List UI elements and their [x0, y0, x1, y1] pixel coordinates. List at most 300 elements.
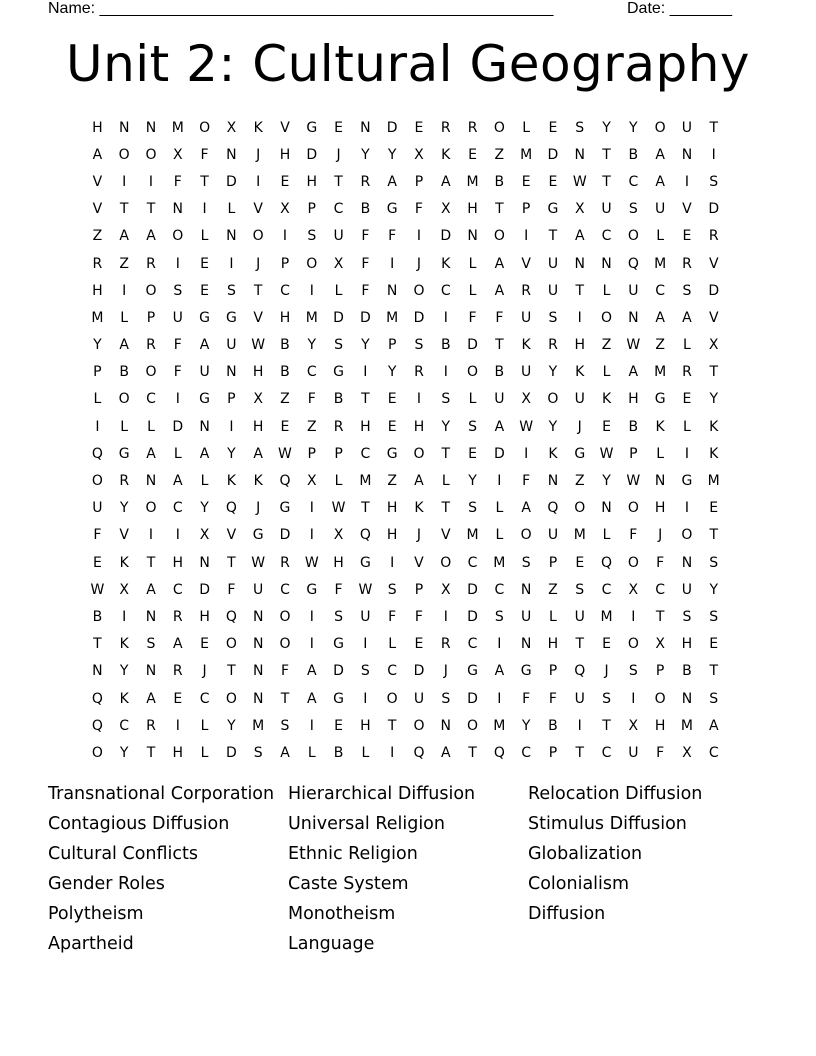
- grid-letter: S: [628, 201, 638, 218]
- grid-letter: X: [521, 391, 531, 408]
- grid-letter: F: [173, 173, 182, 190]
- grid-letter: B: [494, 364, 505, 381]
- grid-letter: O: [145, 282, 157, 299]
- grid-letter: F: [656, 554, 665, 571]
- grid-letter: U: [628, 282, 639, 299]
- grid-letter: M: [359, 473, 372, 490]
- grid-letter: I: [524, 228, 529, 245]
- grid-letter: A: [199, 445, 210, 462]
- grid-letter: U: [413, 690, 425, 707]
- grid-letter: S: [682, 608, 692, 625]
- grid-letter: O: [386, 690, 398, 707]
- grid-letter: O: [627, 228, 639, 245]
- grid-letter: T: [468, 744, 477, 761]
- grid-letter: O: [627, 500, 639, 517]
- grid-letter: D: [333, 309, 344, 326]
- grid-letter: D: [440, 228, 452, 245]
- grid-letter: U: [172, 309, 183, 326]
- grid-letter: O: [172, 228, 184, 245]
- grid-letter: T: [709, 527, 718, 544]
- grid-letter: C: [601, 581, 612, 598]
- grid-letter: T: [602, 173, 611, 190]
- grid-letter: D: [708, 282, 720, 299]
- grid-letter: A: [146, 228, 156, 245]
- grid-letter: R: [682, 255, 692, 272]
- grid-letter: R: [467, 119, 478, 136]
- grid-letter: W: [519, 418, 534, 435]
- grid-row: [84, 739, 727, 766]
- grid-letter: Y: [387, 364, 397, 381]
- grid-letter: J: [256, 255, 261, 272]
- grid-letter: O: [467, 717, 479, 734]
- grid-letter: Y: [361, 337, 370, 354]
- grid-letter: L: [522, 119, 531, 136]
- grid-letter: O: [225, 636, 237, 653]
- grid-letter: N: [226, 146, 237, 163]
- date-field-label: Date: _______: [627, 0, 732, 17]
- grid-letter: C: [172, 581, 183, 598]
- grid-letter: H: [654, 500, 666, 517]
- grid-letter: G: [574, 445, 586, 462]
- grid-letter: I: [497, 690, 502, 707]
- grid-letter: H: [252, 418, 264, 435]
- grid-letter: D: [199, 581, 210, 598]
- grid-letter: P: [307, 445, 316, 462]
- grid-letter: O: [91, 744, 103, 761]
- grid-letter: K: [119, 690, 129, 707]
- grid-letter: B: [280, 337, 290, 354]
- grid-letter: Y: [119, 744, 129, 761]
- grid-letter: I: [524, 445, 529, 462]
- grid-letter: N: [547, 473, 559, 490]
- grid-letter: H: [386, 527, 398, 544]
- grid-letter: N: [681, 146, 693, 163]
- grid-letter: A: [574, 228, 585, 245]
- grid-letter: A: [173, 636, 183, 653]
- grid-row: [84, 495, 727, 522]
- grid-letter: A: [119, 228, 129, 245]
- grid-letter: C: [280, 581, 290, 598]
- grid-letter: N: [574, 146, 585, 163]
- grid-letter: G: [306, 119, 318, 136]
- grid-letter: F: [361, 255, 370, 272]
- grid-letter: N: [681, 554, 693, 571]
- grid-letter: X: [655, 636, 665, 653]
- grid-letter: C: [172, 500, 183, 517]
- grid-letter: L: [200, 473, 209, 490]
- grid-letter: E: [280, 418, 290, 435]
- grid-letter: X: [280, 201, 290, 218]
- grid-letter: I: [175, 255, 180, 272]
- grid-letter: I: [577, 309, 582, 326]
- grid-letter: N: [145, 119, 157, 136]
- grid-letter: E: [414, 636, 424, 653]
- grid-letter: U: [199, 364, 210, 381]
- grid-letter: E: [280, 173, 290, 190]
- grid-letter: X: [306, 473, 317, 490]
- grid-letter: S: [628, 663, 638, 680]
- grid-letter: C: [521, 744, 532, 761]
- grid-letter: V: [440, 527, 451, 544]
- word-list-item: Globalization: [528, 844, 643, 864]
- grid-letter: H: [628, 391, 639, 408]
- grid-letter: H: [279, 309, 291, 326]
- grid-letter: Y: [709, 581, 718, 598]
- grid-letter: R: [708, 228, 719, 245]
- grid-letter: P: [227, 391, 236, 408]
- grid-letter: C: [146, 391, 156, 408]
- grid-letter: U: [333, 228, 344, 245]
- grid-letter: M: [466, 173, 479, 190]
- grid-letter: N: [654, 473, 666, 490]
- grid-letter: O: [145, 364, 157, 381]
- grid-letter: X: [119, 581, 129, 598]
- grid-letter: R: [146, 337, 156, 354]
- grid-letter: F: [307, 391, 316, 408]
- grid-letter: S: [575, 119, 585, 136]
- grid-letter: N: [92, 663, 103, 680]
- grid-letter: Z: [548, 581, 558, 598]
- word-list-item: Contagious Diffusion: [48, 814, 230, 834]
- grid-letter: G: [547, 201, 559, 218]
- grid-letter: G: [118, 445, 130, 462]
- grid-row: [84, 223, 727, 250]
- word-list-item: Gender Roles: [48, 874, 165, 894]
- grid-letter: P: [548, 744, 558, 761]
- grid-letter: B: [280, 364, 290, 381]
- grid-letter: A: [521, 500, 531, 517]
- grid-letter: I: [577, 717, 582, 734]
- grid-letter: N: [199, 418, 210, 435]
- grid-letter: T: [146, 201, 156, 218]
- grid-letter: U: [253, 581, 264, 598]
- grid-letter: V: [521, 255, 531, 272]
- grid-letter: O: [547, 391, 559, 408]
- grid-letter: C: [494, 581, 505, 598]
- grid-letter: E: [521, 173, 531, 190]
- grid-letter: N: [252, 663, 264, 680]
- grid-letter: Y: [521, 717, 531, 734]
- grid-letter: G: [386, 445, 398, 462]
- grid-letter: C: [360, 445, 371, 462]
- grid-letter: Q: [91, 690, 103, 707]
- grid-letter: W: [572, 173, 587, 190]
- grid-letter: C: [119, 717, 130, 734]
- grid-letter: Y: [548, 418, 558, 435]
- grid-letter: V: [414, 554, 424, 571]
- grid-letter: K: [119, 636, 129, 653]
- grid-letter: E: [602, 636, 611, 653]
- grid-letter: R: [119, 473, 130, 490]
- grid-letter: S: [521, 554, 531, 571]
- grid-letter: M: [252, 717, 265, 734]
- grid-letter: G: [681, 473, 693, 490]
- grid-letter: L: [200, 228, 209, 245]
- grid-letter: I: [309, 636, 314, 653]
- grid-letter: A: [199, 337, 210, 354]
- word-list-item: Stimulus Diffusion: [528, 814, 687, 834]
- grid-letter: L: [683, 418, 691, 435]
- grid-letter: H: [306, 173, 318, 190]
- grid-letter: S: [280, 717, 290, 734]
- grid-letter: B: [119, 364, 129, 381]
- grid-letter: F: [93, 527, 102, 544]
- grid-letter: L: [656, 228, 665, 245]
- grid-letter: U: [681, 119, 693, 136]
- word-list-item: Cultural Conflicts: [48, 844, 198, 864]
- grid-letter: D: [333, 663, 344, 680]
- grid-letter: C: [628, 173, 639, 190]
- grid-letter: E: [575, 554, 585, 571]
- grid-letter: K: [119, 554, 129, 571]
- grid-letter: X: [226, 119, 237, 136]
- grid-letter: A: [414, 473, 424, 490]
- grid-letter: F: [173, 337, 182, 354]
- grid-letter: N: [226, 228, 237, 245]
- grid-letter: S: [468, 418, 477, 435]
- grid-letter: M: [654, 364, 667, 381]
- grid-letter: X: [628, 717, 639, 734]
- grid-letter: I: [631, 608, 636, 625]
- grid-letter: H: [92, 282, 103, 299]
- grid-letter: S: [173, 282, 183, 299]
- grid-letter: O: [627, 554, 639, 571]
- grid-letter: T: [575, 744, 585, 761]
- grid-row: [84, 196, 727, 223]
- grid-letter: A: [494, 255, 505, 272]
- grid-letter: I: [363, 636, 368, 653]
- grid-letter: R: [440, 636, 451, 653]
- grid-letter: N: [118, 119, 130, 136]
- grid-letter: I: [390, 255, 395, 272]
- grid-letter: O: [493, 228, 505, 245]
- grid-letter: X: [414, 146, 424, 163]
- grid-letter: S: [253, 744, 263, 761]
- word-list-item: Relocation Diffusion: [528, 784, 703, 804]
- grid-letter: F: [361, 282, 370, 299]
- grid-letter: E: [548, 173, 558, 190]
- grid-letter: T: [655, 608, 665, 625]
- grid-letter: T: [709, 364, 718, 381]
- grid-letter: O: [279, 636, 291, 653]
- grid-letter: S: [226, 282, 236, 299]
- grid-letter: T: [146, 744, 156, 761]
- grid-letter: J: [256, 500, 261, 517]
- grid-letter: O: [199, 119, 211, 136]
- grid-letter: T: [709, 119, 718, 136]
- grid-letter: N: [520, 636, 532, 653]
- grid-letter: K: [441, 255, 451, 272]
- grid-letter: S: [682, 282, 692, 299]
- grid-letter: A: [280, 744, 290, 761]
- grid-letter: M: [493, 554, 506, 571]
- grid-letter: I: [229, 418, 234, 435]
- grid-letter: Q: [574, 663, 586, 680]
- grid-letter: R: [280, 554, 290, 571]
- grid-letter: O: [413, 282, 425, 299]
- grid-letter: H: [333, 554, 344, 571]
- grid-letter: I: [122, 173, 127, 190]
- grid-letter: G: [279, 500, 291, 517]
- grid-letter: D: [708, 201, 720, 218]
- grid-letter: N: [601, 255, 612, 272]
- grid-letter: M: [305, 309, 318, 326]
- grid-letter: Q: [91, 445, 103, 462]
- grid-letter: S: [709, 173, 719, 190]
- grid-letter: P: [414, 173, 424, 190]
- grid-letter: D: [225, 173, 237, 190]
- grid-letter: T: [495, 201, 504, 218]
- grid-letter: J: [577, 418, 582, 435]
- grid-letter: M: [654, 255, 667, 272]
- grid-letter: E: [92, 554, 102, 571]
- grid-row: [84, 250, 727, 277]
- grid-letter: V: [119, 527, 129, 544]
- grid-letter: A: [494, 282, 505, 299]
- grid-letter: R: [146, 717, 156, 734]
- grid-row: [84, 631, 727, 658]
- grid-letter: Q: [225, 500, 237, 517]
- grid-letter: Z: [306, 418, 317, 435]
- grid-letter: P: [334, 445, 343, 462]
- grid-letter: A: [655, 173, 665, 190]
- grid-letter: A: [306, 663, 317, 680]
- grid-letter: A: [253, 445, 263, 462]
- grid-letter: S: [709, 608, 719, 625]
- grid-letter: F: [629, 527, 638, 544]
- grid-letter: E: [200, 636, 210, 653]
- grid-letter: O: [118, 146, 130, 163]
- grid-letter: O: [279, 608, 291, 625]
- grid-letter: X: [628, 581, 639, 598]
- grid-letter: H: [654, 717, 666, 734]
- grid-letter: O: [118, 391, 130, 408]
- grid-letter: U: [521, 309, 532, 326]
- grid-letter: Q: [413, 744, 425, 761]
- grid-letter: A: [173, 473, 183, 490]
- grid-letter: K: [548, 445, 558, 462]
- grid-letter: I: [443, 309, 448, 326]
- grid-letter: R: [521, 282, 532, 299]
- grid-row: [84, 168, 727, 195]
- grid-letter: O: [601, 309, 613, 326]
- word-search-grid: [84, 114, 727, 767]
- grid-letter: I: [711, 146, 716, 163]
- grid-letter: W: [278, 445, 292, 462]
- grid-letter: C: [601, 228, 612, 245]
- grid-letter: C: [708, 744, 719, 761]
- grid-letter: Y: [361, 146, 370, 163]
- grid-letter: E: [548, 119, 558, 136]
- grid-letter: X: [440, 581, 451, 598]
- grid-letter: I: [309, 500, 314, 517]
- name-field-label: Name: ___________________________________________________: [48, 0, 554, 17]
- grid-letter: B: [333, 744, 344, 761]
- grid-letter: V: [92, 173, 103, 190]
- grid-letter: X: [574, 201, 585, 218]
- grid-letter: D: [359, 309, 371, 326]
- grid-letter: N: [681, 690, 693, 707]
- grid-letter: T: [253, 282, 263, 299]
- grid-letter: O: [252, 228, 264, 245]
- grid-letter: L: [441, 473, 450, 490]
- grid-letter: H: [252, 364, 264, 381]
- grid-row: [84, 467, 727, 494]
- grid-letter: I: [416, 228, 422, 245]
- grid-letter: T: [146, 554, 156, 571]
- grid-letter: P: [146, 309, 156, 326]
- grid-row: [84, 141, 727, 168]
- grid-letter: Y: [709, 391, 718, 408]
- grid-letter: I: [390, 744, 395, 761]
- grid-letter: Z: [92, 228, 103, 245]
- grid-letter: Y: [602, 473, 611, 490]
- grid-letter: X: [333, 527, 344, 544]
- grid-letter: U: [574, 608, 585, 625]
- grid-letter: P: [387, 337, 397, 354]
- grid-letter: N: [145, 473, 157, 490]
- grid-letter: Q: [627, 255, 639, 272]
- grid-letter: Y: [93, 337, 102, 354]
- grid-letter: R: [414, 364, 424, 381]
- grid-letter: G: [654, 391, 666, 408]
- grid-letter: F: [656, 744, 665, 761]
- grid-letter: I: [363, 364, 368, 381]
- grid-letter: I: [631, 690, 636, 707]
- word-list-item: Hierarchical Diffusion: [288, 784, 476, 804]
- grid-letter: J: [604, 663, 609, 680]
- grid-letter: C: [655, 282, 666, 299]
- grid-letter: N: [252, 608, 264, 625]
- grid-letter: F: [548, 690, 557, 707]
- grid-letter: C: [306, 364, 317, 381]
- grid-letter: N: [440, 717, 451, 734]
- grid-row: [84, 332, 727, 359]
- grid-letter: G: [333, 364, 344, 381]
- grid-letter: I: [309, 527, 314, 544]
- grid-letter: A: [146, 581, 156, 598]
- grid-letter: K: [709, 445, 719, 462]
- word-list-column-3: [528, 779, 702, 929]
- grid-letter: J: [416, 527, 422, 544]
- grid-letter: E: [414, 119, 424, 136]
- grid-letter: E: [387, 391, 397, 408]
- grid-letter: I: [497, 636, 502, 653]
- word-list-item: Monotheism: [288, 904, 396, 924]
- grid-letter: D: [493, 445, 505, 462]
- grid-letter: B: [333, 391, 344, 408]
- grid-letter: Z: [387, 473, 397, 490]
- grid-letter: L: [334, 282, 343, 299]
- grid-letter: G: [467, 663, 478, 680]
- grid-letter: H: [467, 201, 478, 218]
- grid-letter: O: [627, 636, 639, 653]
- grid-letter: M: [520, 146, 533, 163]
- grid-letter: C: [333, 201, 344, 218]
- grid-letter: G: [359, 554, 371, 571]
- grid-letter: U: [521, 608, 532, 625]
- grid-letter: V: [682, 201, 692, 218]
- grid-letter: S: [387, 581, 397, 598]
- grid-letter: L: [683, 337, 691, 354]
- grid-letter: D: [306, 146, 318, 163]
- grid-letter: S: [468, 500, 477, 517]
- grid-letter: I: [175, 527, 180, 544]
- page-title: Unit 2: Cultural Geography: [65, 35, 751, 93]
- grid-letter: W: [358, 581, 373, 598]
- grid-letter: S: [494, 608, 504, 625]
- grid-letter: E: [468, 146, 477, 163]
